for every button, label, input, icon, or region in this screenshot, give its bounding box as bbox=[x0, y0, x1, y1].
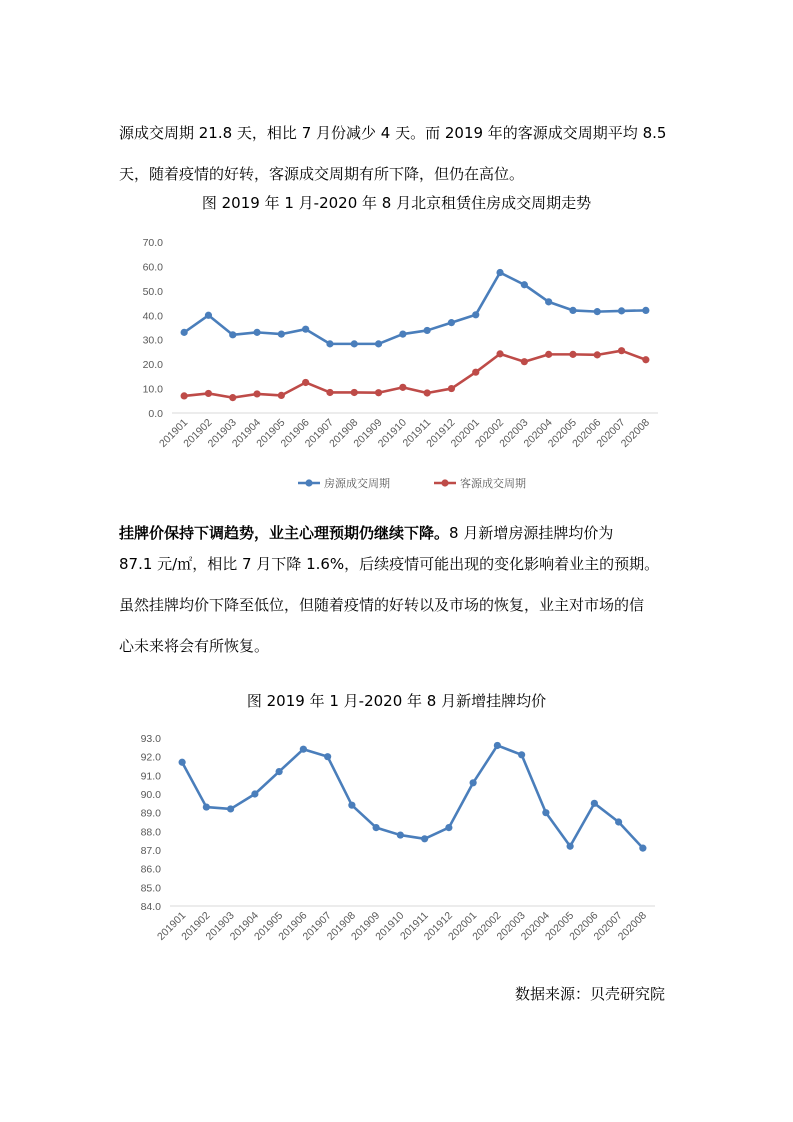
data-point bbox=[639, 845, 646, 852]
x-tick-label: 202003 bbox=[494, 909, 528, 943]
data-point bbox=[253, 390, 260, 397]
x-tick-label: 201911 bbox=[398, 909, 431, 943]
paragraph-text: 8 月新增房源挂牌均价为 bbox=[449, 524, 614, 542]
data-point bbox=[521, 281, 528, 288]
x-tick-label: 202004 bbox=[518, 909, 552, 943]
x-tick-label: 201912 bbox=[421, 909, 455, 943]
data-point bbox=[618, 347, 625, 354]
data-point bbox=[399, 384, 406, 391]
y-tick-label: 85.0 bbox=[140, 882, 161, 895]
series-line bbox=[184, 273, 646, 344]
paragraph-line: 87.1 元/㎡，相比 7 月下降 1.6%，后续疫情可能出现的变化影响着业主的预期。 bbox=[119, 555, 660, 573]
data-point bbox=[545, 351, 552, 358]
data-point bbox=[642, 356, 649, 363]
y-tick-label: 92.0 bbox=[140, 751, 161, 764]
data-source: 数据来源：贝壳研究院 bbox=[515, 985, 666, 1003]
data-point bbox=[567, 843, 574, 850]
y-tick-label: 90.0 bbox=[140, 789, 161, 801]
x-tick-label: 201908 bbox=[324, 909, 358, 943]
data-point bbox=[569, 307, 576, 314]
y-tick-label: 40.0 bbox=[142, 310, 163, 323]
y-tick-label: 84.0 bbox=[140, 901, 161, 913]
data-point bbox=[179, 759, 186, 766]
data-point bbox=[229, 331, 236, 338]
data-point bbox=[496, 350, 503, 357]
x-tick-label: 201905 bbox=[251, 909, 286, 943]
data-point bbox=[351, 389, 358, 396]
x-tick-label: 201902 bbox=[179, 909, 213, 943]
data-point bbox=[278, 392, 285, 399]
legend-label: 房源成交周期 bbox=[324, 478, 390, 490]
x-tick-label: 202008 bbox=[615, 909, 649, 943]
chart2-listing-price bbox=[0, 725, 793, 970]
data-point bbox=[445, 824, 452, 831]
data-point bbox=[594, 308, 601, 315]
data-point bbox=[251, 790, 258, 797]
x-tick-label: 202005 bbox=[545, 416, 580, 450]
x-tick-label: 201912 bbox=[424, 416, 458, 450]
y-tick-label: 93.0 bbox=[140, 733, 161, 745]
data-point bbox=[373, 824, 380, 831]
x-tick-label: 202006 bbox=[570, 416, 604, 450]
paragraph-line: 源成交周期 21.8 天，相比 7 月份减少 4 天。而 2019 年的客源成交周期平均 8.5 bbox=[119, 124, 667, 142]
data-point bbox=[424, 389, 431, 396]
y-tick-label: 70.0 bbox=[142, 237, 163, 249]
y-tick-label: 91.0 bbox=[140, 770, 161, 783]
data-point bbox=[618, 307, 625, 314]
x-tick-label: 201910 bbox=[373, 909, 407, 943]
data-point bbox=[326, 340, 333, 347]
legend-marker-dot bbox=[305, 479, 312, 486]
data-point bbox=[326, 389, 333, 396]
data-point bbox=[496, 269, 503, 276]
paragraph-line: 虽然挂牌均价下降至低位，但随着疫情的好转以及市场的恢复，业主对市场的信 bbox=[119, 596, 645, 614]
x-tick-label: 201903 bbox=[203, 909, 237, 943]
x-tick-label: 202005 bbox=[542, 909, 577, 943]
data-point bbox=[518, 751, 525, 758]
data-point bbox=[203, 803, 210, 810]
paragraph-line: 心未来将会有所恢复。 bbox=[119, 637, 270, 655]
x-tick-label: 202001 bbox=[448, 416, 482, 450]
data-point bbox=[470, 779, 477, 786]
y-tick-label: 87.0 bbox=[140, 845, 161, 857]
series-line bbox=[182, 745, 643, 848]
data-point bbox=[521, 358, 528, 365]
x-tick-label: 202006 bbox=[567, 909, 601, 943]
data-point bbox=[545, 298, 552, 305]
data-point bbox=[351, 340, 358, 347]
chart1-title: 图 2019 年 1 月-2020 年 8 月北京租赁住房成交周期走势 bbox=[201, 194, 592, 212]
y-tick-label: 0.0 bbox=[148, 408, 163, 420]
data-point bbox=[205, 312, 212, 319]
x-tick-label: 201906 bbox=[278, 416, 312, 450]
data-point bbox=[399, 330, 406, 337]
data-point bbox=[591, 800, 598, 807]
x-tick-label: 202007 bbox=[591, 909, 625, 943]
data-point bbox=[569, 351, 576, 358]
legend-marker-dot bbox=[441, 479, 448, 486]
y-tick-label: 30.0 bbox=[142, 334, 163, 347]
paragraph-line bbox=[119, 522, 613, 543]
data-point bbox=[424, 327, 431, 334]
data-point bbox=[472, 311, 479, 318]
x-tick-label: 201903 bbox=[205, 416, 239, 450]
data-point bbox=[375, 389, 382, 396]
x-tick-label: 201906 bbox=[276, 909, 310, 943]
x-tick-label: 201908 bbox=[327, 416, 361, 450]
x-tick-label: 201901 bbox=[154, 909, 189, 943]
data-point bbox=[253, 329, 260, 336]
data-point bbox=[276, 768, 283, 775]
x-tick-label: 201910 bbox=[375, 416, 409, 450]
x-tick-label: 201902 bbox=[181, 416, 215, 450]
data-point bbox=[205, 390, 212, 397]
data-point bbox=[375, 340, 382, 347]
legend-label: 客源成交周期 bbox=[460, 478, 526, 490]
data-point bbox=[181, 392, 188, 399]
x-tick-label: 201905 bbox=[254, 416, 288, 450]
x-tick-label: 202002 bbox=[472, 416, 507, 450]
x-tick-label: 201904 bbox=[227, 909, 261, 943]
chart2-title: 图 2019 年 1 月-2020 年 8 月新增挂牌均价 bbox=[246, 692, 547, 710]
data-point bbox=[302, 326, 309, 333]
data-point bbox=[227, 805, 234, 812]
paragraph-line: 天，随着疫情的好转，客源成交周期有所下降，但仍在高位。 bbox=[119, 165, 525, 183]
y-tick-label: 89.0 bbox=[140, 807, 161, 820]
data-point bbox=[300, 746, 307, 753]
data-point bbox=[472, 369, 479, 376]
y-tick-label: 20.0 bbox=[142, 359, 163, 372]
x-tick-label: 202002 bbox=[470, 909, 504, 943]
data-point bbox=[421, 835, 428, 842]
x-tick-label: 202007 bbox=[594, 416, 628, 450]
x-tick-label: 202003 bbox=[497, 416, 531, 450]
y-tick-label: 86.0 bbox=[140, 863, 161, 876]
data-point bbox=[448, 385, 455, 392]
x-tick-label: 201909 bbox=[351, 416, 385, 450]
x-tick-label: 201907 bbox=[302, 416, 337, 450]
y-tick-label: 88.0 bbox=[140, 826, 161, 839]
data-point bbox=[324, 753, 331, 760]
data-point bbox=[542, 809, 549, 816]
data-point bbox=[348, 802, 355, 809]
y-tick-label: 50.0 bbox=[142, 285, 163, 298]
chart1-rental-cycle bbox=[0, 225, 793, 500]
x-tick-label: 201909 bbox=[348, 909, 383, 943]
series-line bbox=[184, 351, 646, 398]
x-tick-label: 201901 bbox=[157, 416, 191, 450]
data-point bbox=[615, 818, 622, 825]
x-tick-label: 201904 bbox=[229, 416, 264, 450]
data-point bbox=[302, 379, 309, 386]
data-point bbox=[229, 394, 236, 401]
data-point bbox=[642, 307, 649, 314]
x-tick-label: 202008 bbox=[618, 416, 652, 450]
y-tick-label: 10.0 bbox=[142, 383, 163, 396]
y-tick-label: 60.0 bbox=[142, 261, 163, 274]
data-point bbox=[278, 330, 285, 337]
data-point bbox=[494, 742, 501, 749]
data-point bbox=[181, 329, 188, 336]
x-tick-label: 201907 bbox=[300, 909, 334, 943]
x-tick-label: 202001 bbox=[445, 909, 480, 943]
data-point bbox=[448, 319, 455, 326]
x-tick-label: 202004 bbox=[521, 416, 555, 450]
data-point bbox=[397, 831, 404, 838]
paragraph-bold-lead: 挂牌价保持下调趋势，业主心理预期仍继续下降。 bbox=[119, 524, 450, 542]
data-point bbox=[594, 351, 601, 358]
x-tick-label: 201911 bbox=[400, 416, 434, 450]
